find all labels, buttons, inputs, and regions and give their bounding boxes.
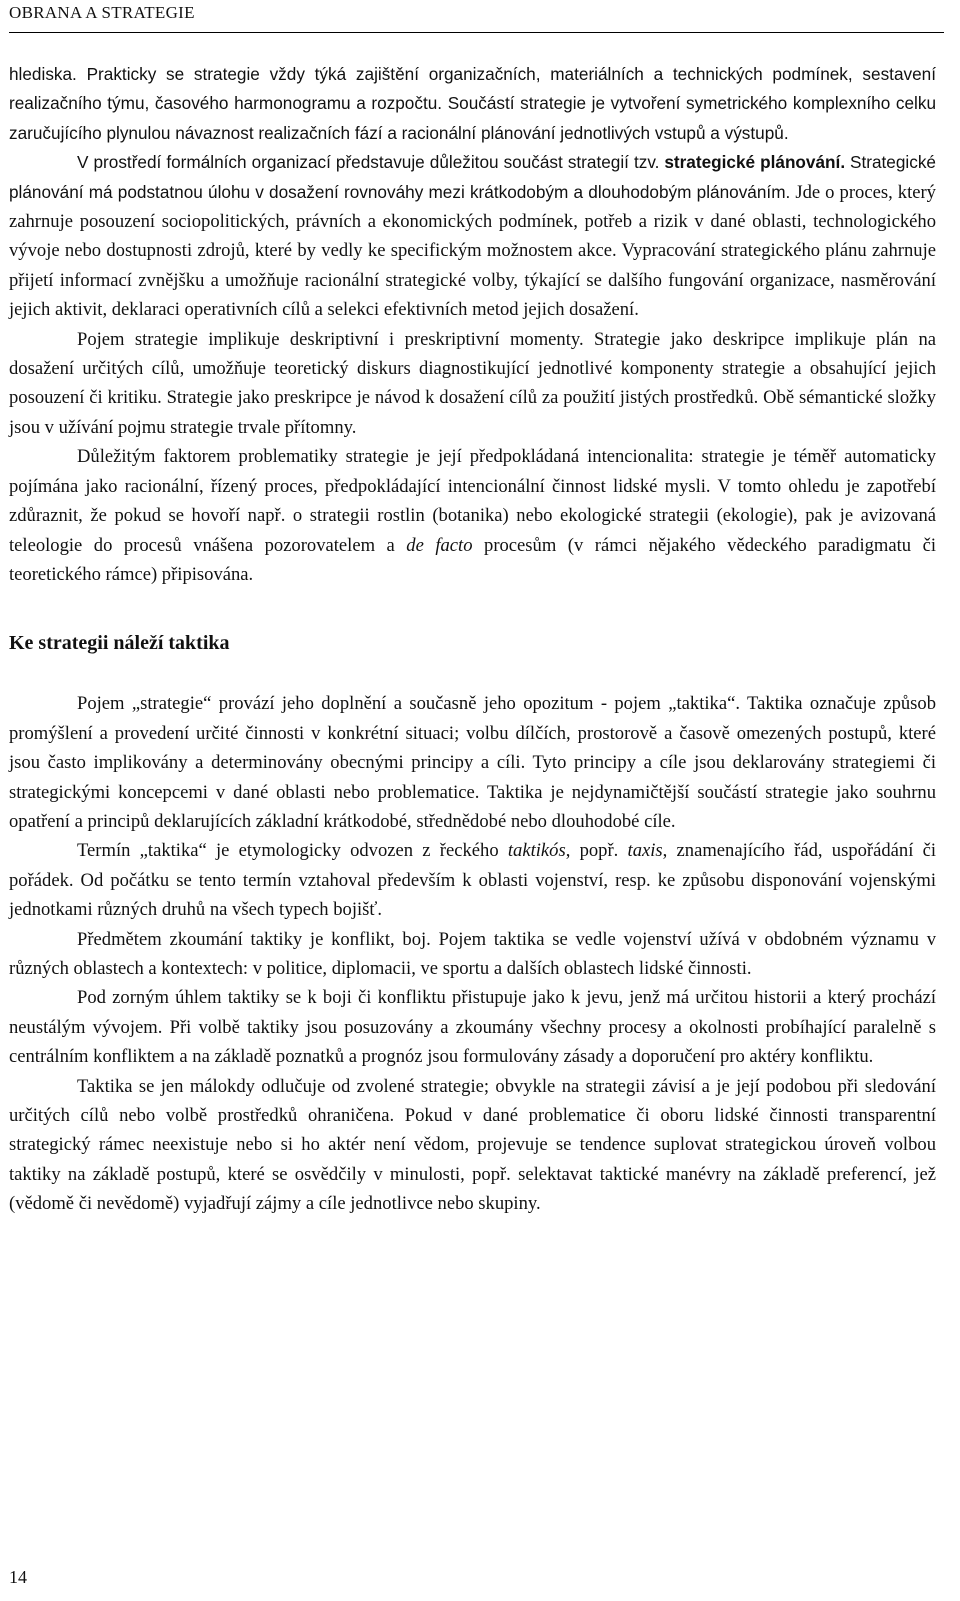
paragraph-3-part-a: Pojem strategie implikuje deskriptivní i preskriptivní momenty.	[77, 328, 584, 350]
paragraph-2-term-bold: strategické plánování.	[664, 152, 846, 173]
paragraph-1	[9, 60, 936, 148]
paragraph-6-part-b: , popř.	[565, 840, 619, 862]
paragraph-2-part-c: Strategické plánování má podstatnou úlohu v dosažení rovnováhy mezi krátkodobým a dlouhodobým plánováním.	[9, 152, 936, 202]
page-body	[9, 60, 936, 1219]
paragraph-4	[9, 442, 936, 589]
running-head: OBRANA A STRATEGIE	[9, 3, 195, 22]
paragraph-2-part-d: Jde o proces, který zahrnuje posouzení sociopolitických, právních a ekonomických podmínek, potřeb a rizik v dané oblasti, technologického vývoje nebo dostupnosti zdrojů, které by vedly ke specifickým možnostem akce.	[9, 181, 936, 262]
paragraph-6-italic-taxis: taxis	[627, 840, 663, 862]
paragraph-3-part-b: Strategie jako deskripce implikuje plán na dosažení určitých cílů, umožňuje teoretický diskurs diagnostikující jednotlivé komponenty strategie a obsahující jejich posouzení či kritiku.	[9, 328, 936, 409]
paragraph-6-part-c: , znamenajícího řád, uspořádání či pořádek. Od počátku se tento termín vztahoval především k oblasti vojenství, resp. ke způsobu disponování vojenskými jednotkami různých druhů na všech typech bojišť.	[9, 840, 937, 921]
paragraph-4-italic-term: de facto	[406, 534, 473, 556]
paragraph-4-part-a: Důležitým faktorem problematiky strategie je její předpokládaná intencionalita: strategie je téměř automaticky pojímána jako racionální, řízený proces, předpokládající intencionální činnost lidské mysli. V tomto ohledu je zapotřebí zdůraznit, že pokud se hovoří např. o strategii rostlin (botanika) nebo ekologické strategii (ekologie), pak je avizovaná teleologie do procesů vnášena pozorovatelem a	[9, 446, 936, 556]
paragraph-2	[9, 148, 936, 324]
paragraph-2-part-e: Vypracování strategického plánu zahrnuje přijetí informací zvnějšku a umožňuje racionální strategické volby, týkající se dalšího fungování organizace, nasměrování jejich aktivit, deklaraci operativních cílů a selekci efektivních metod jejich dosažení.	[9, 240, 937, 321]
paragraph-2-part-a: V prostředí formálních organizací představuje důležitou součást strategií tzv.	[77, 152, 660, 173]
section-heading: Ke strategii náleží taktika	[9, 632, 230, 655]
paragraph-8: Pod zorným úhlem taktiky se k boji či konfliktu přistupuje jako k jevu, jenž má určitou historii a který prochází neustálým vývojem. Při volbě taktiky jsou posuzovány a zkoumány všechny procesy a okolnosti probíhající paralelně s centrálním konfliktem a na základě poznatků a prognóz jsou formulovány zásady a doporučení pro aktéry konfliktu.	[9, 987, 936, 1068]
paragraph-3-part-d: Obě sémantické složky jsou v užívání pojmu strategie trvale přítomny.	[9, 387, 936, 438]
paragraph-6	[9, 836, 936, 924]
paragraph-1-part-a: hlediska. Prakticky se strategie vždy týká zajištění organizačních, materiálních a technických podmínek, sestavení realizačního týmu, časového harmonogramu a rozpočtu.	[9, 64, 936, 114]
paragraph-3	[9, 325, 936, 443]
paragraph-6-part-a: Termín „taktika“ je etymologicky odvozen z řeckého	[77, 840, 499, 862]
paragraph-3-part-c: Strategie jako preskripce je návod k dosažení cílů za použití jistých prostředků.	[166, 387, 759, 409]
paragraph-9: Taktika se jen málokdy odlučuje od zvolené strategie; obvykle na strategii závisí a je její podobou při sledování určitých cílů nebo volbě prostředků ohraničena. Pokud v dané problematice či oboru lidské činnosti transparentní strategický rámec neexistuje nebo si ho aktér není vědom, projevuje se tendence suplovat strategickou úroveň volbou taktiky na základě postupů, které se osvědčily v minulosti, popř. selektavat taktické manévry na základě preferencí, jež (vědomě či nevědomě) vyjadřují zájmy a cíle jednotlivce nebo skupiny.	[9, 1075, 936, 1215]
paragraph-6-italic-taktikos: taktikós	[507, 840, 566, 862]
paragraph-5: Pojem „strategie“ provází jeho doplnění a současně jeho opozitum - pojem „taktika“. Taktika označuje způsob promýšlení a provedení určité činnosti v konkrétní situaci; volbu dílčích, prostorově a časově omezených postupů, které jsou často implikovány a determinovány obecnými principy a cíli. Tyto principy a cíle jsou deklarovány strategiemi či strategickými koncepcemi v dané oblasti nebo problematice. Taktika je nejdynamičtější součástí strategie jako souhrnu opatření a principů deklarujících základní krátkodobé, střednědobé nebo dlouhodobé cíle.	[9, 693, 936, 832]
page-number: 14	[9, 1567, 27, 1587]
header-rule	[9, 32, 944, 33]
paragraph-4-part-b: procesům (v rámci nějakého vědeckého paradigmatu či teoretického rámce) připisována.	[9, 534, 937, 585]
paragraph-7: Předmětem zkoumání taktiky je konflikt, boj. Pojem taktika se vedle vojenství užívá v obdobném významu v různých oblastech a kontextech: v politice, diplomacii, ve sportu a dalších oblastech lidské činnosti.	[9, 928, 936, 979]
paragraph-1-part-b: Součástí strategie je vytvoření symetrického komplexního celku zaručujícího plynulou návaznost realizačních fází a racionální plánování jednotlivých vstupů a výstupů.	[9, 93, 936, 143]
